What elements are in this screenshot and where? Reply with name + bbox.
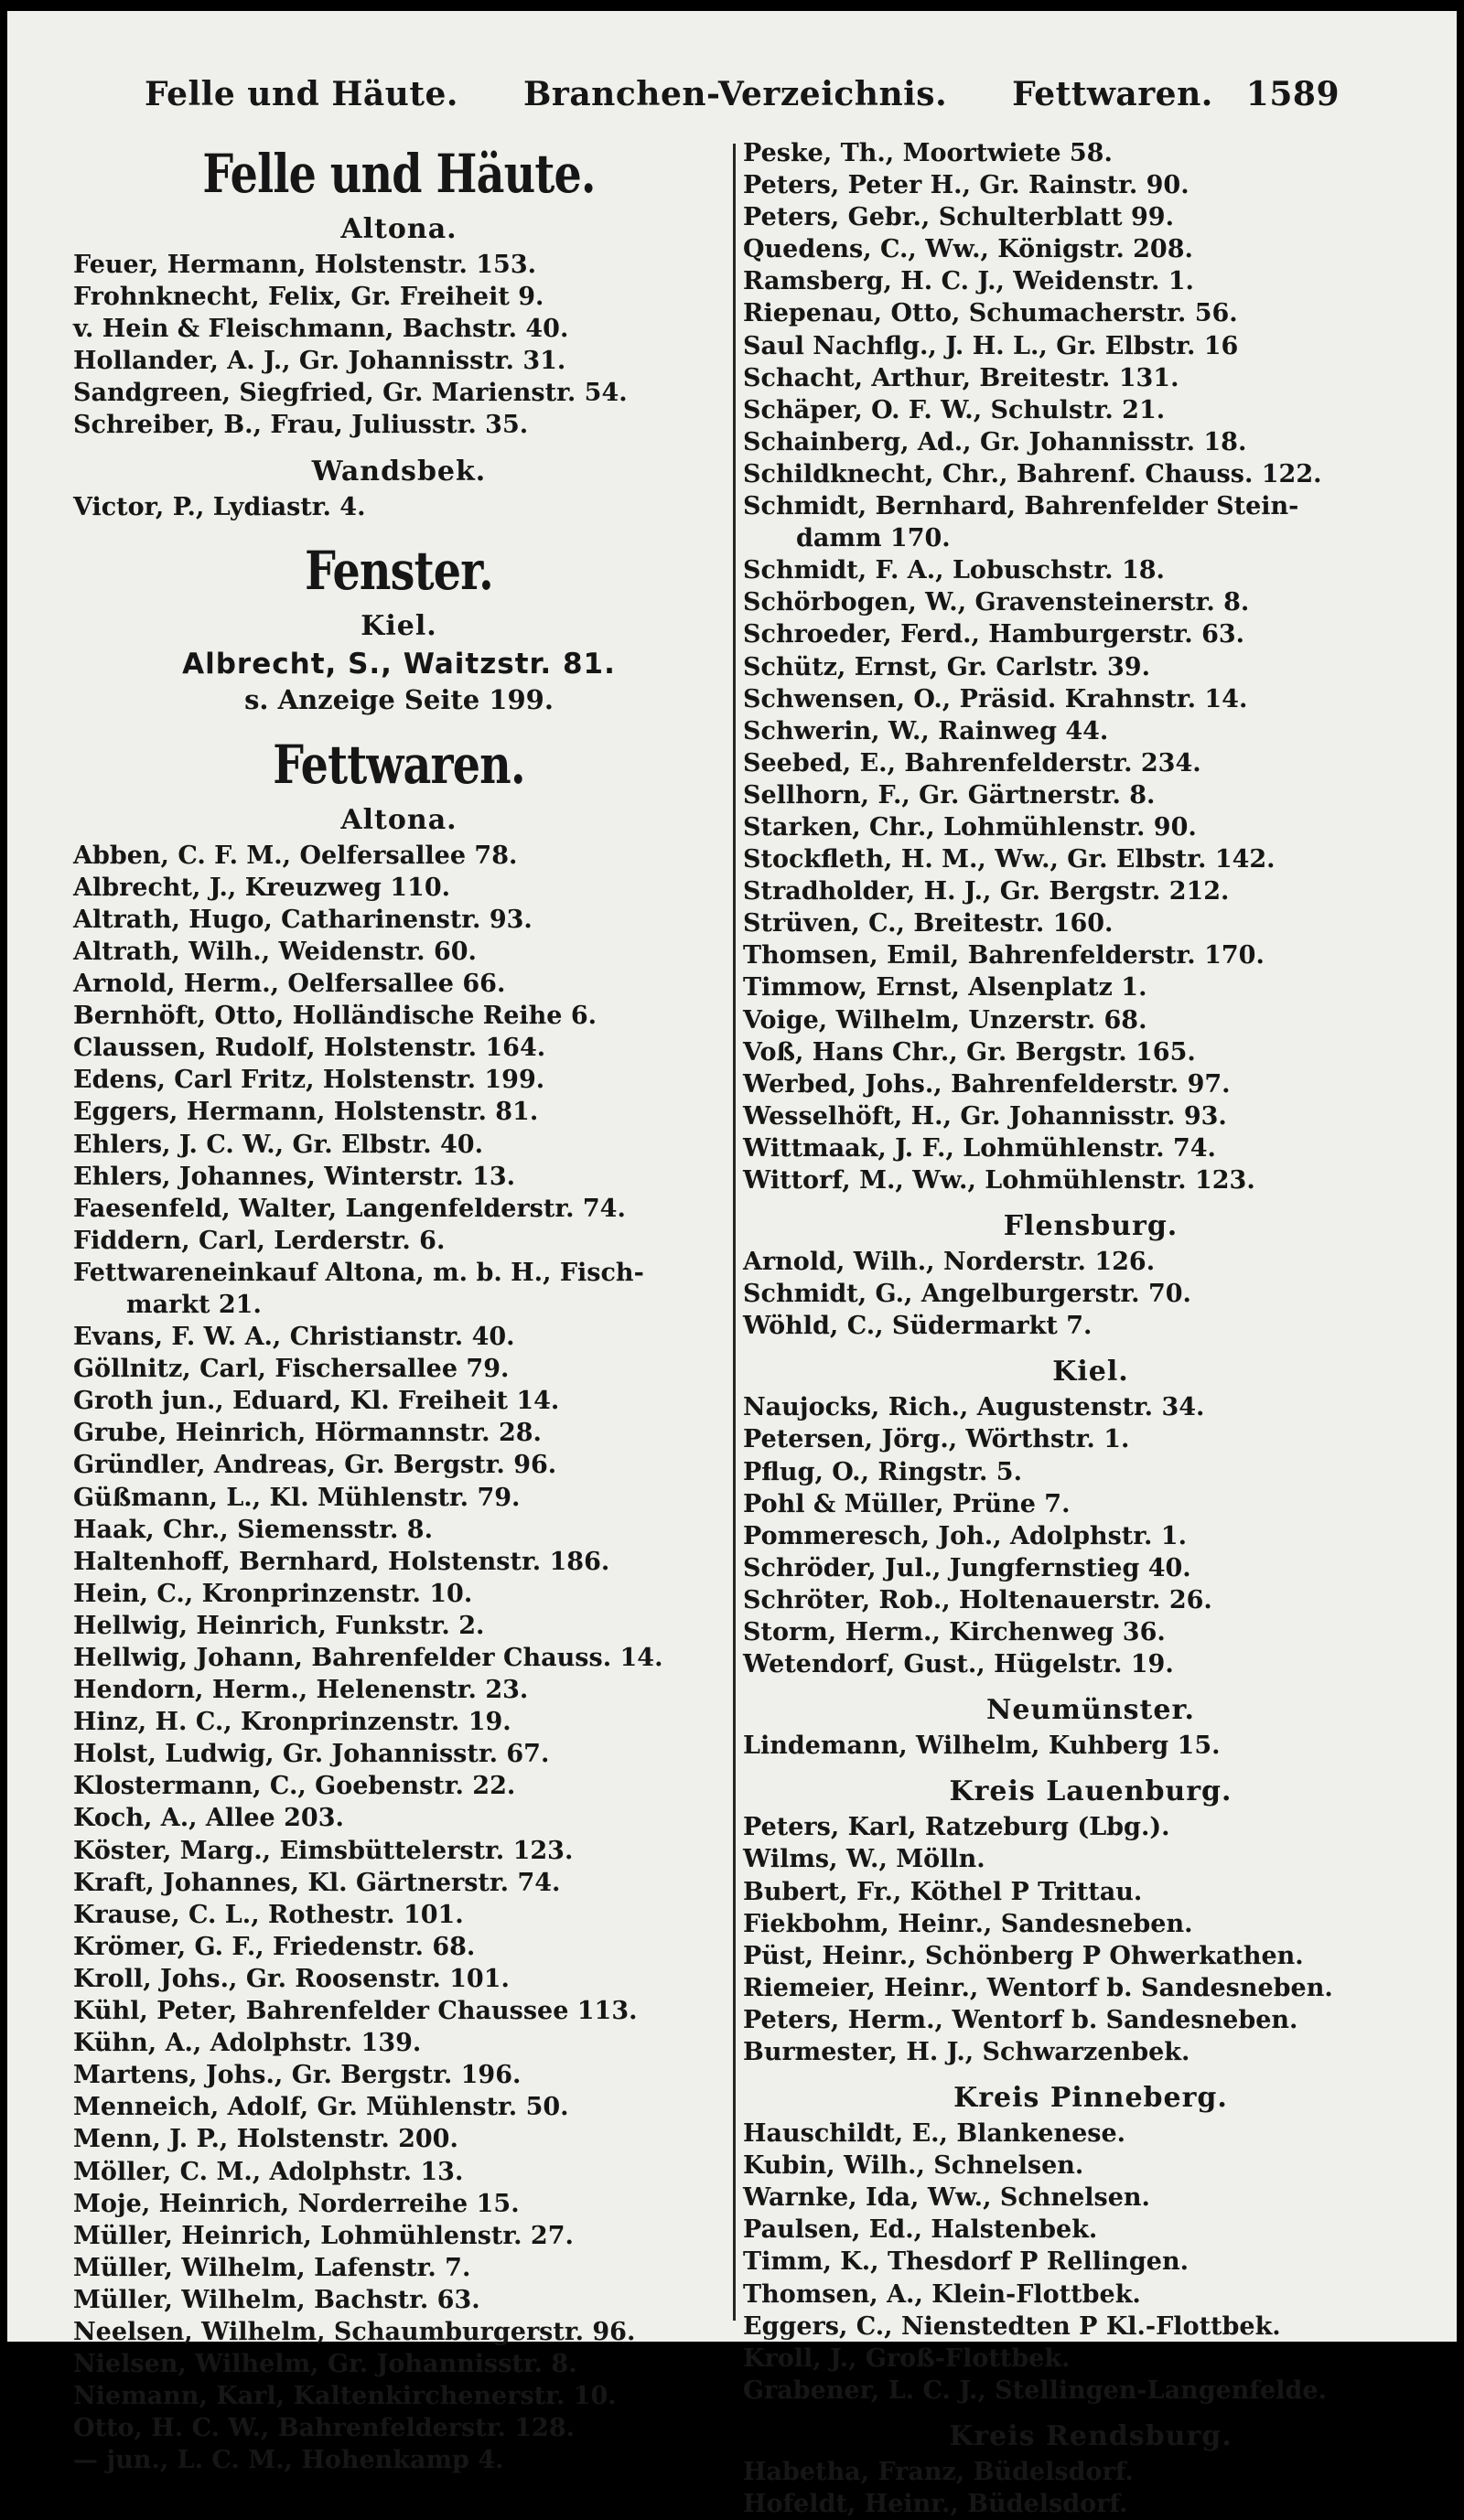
directory-entry: Hofeldt, Heinr., Büdelsdorf. — [743, 2490, 1128, 2518]
directory-entry: Timmow, Ernst, Alsenplatz 1. — [743, 973, 1147, 1003]
directory-entry: Peske, Th., Moortwiete 58. — [743, 139, 1113, 167]
directory-entry: Moje, Heinrich, Norderreihe 15. — [73, 2189, 520, 2218]
directory-entry: Fiekbohm, Heinr., Sandesneben. — [743, 1909, 1193, 1938]
directory-entry: Lindemann, Wilhelm, Kuhberg 15. — [743, 1732, 1221, 1761]
directory-entry: Abben, C. F. M., Oelfersallee 78. — [73, 841, 518, 870]
directory-entry: Petersen, Jörg., Wörthstr. 1. — [743, 1425, 1130, 1454]
header-center-title: Branchen-Verzeichnis. — [522, 75, 948, 113]
directory-entry: Wetendorf, Gust., Hügelstr. 19. — [743, 1650, 1174, 1679]
directory-page — [7, 11, 1457, 2518]
section-title-fettwaren: Fettwaren. — [273, 733, 525, 796]
place-heading-altona-fettwaren: Altona. — [340, 803, 458, 836]
place-heading-kiel-fenster: Kiel. — [361, 609, 437, 642]
directory-entry: Hollander, A. J., Gr. Johannisstr. 31. — [73, 347, 566, 376]
directory-entry: Ehlers, J. C. W., Gr. Elbstr. 40. — [73, 1130, 483, 1159]
directory-entry: Storm, Herm., Kirchenweg 36. — [743, 1618, 1166, 1647]
directory-entry: Schmidt, F. A., Lobuschstr. 18. — [743, 556, 1165, 585]
directory-entry: Stradholder, H. J., Gr. Bergstr. 212. — [743, 877, 1230, 906]
directory-entry: v. Hein & Fleischmann, Bachstr. 40. — [73, 315, 569, 344]
directory-entry: Grabener, L. C. J., Stellingen-Langenfelde. — [743, 2375, 1327, 2405]
directory-entry: Köster, Marg., Eimsbüttelerstr. 123. — [73, 1836, 574, 1865]
directory-entry: Neelsen, Wilhelm, Schaumburgerstr. 96. — [73, 2317, 636, 2346]
felle-altona-list — [73, 249, 725, 442]
directory-entry: Kroll, J., Groß-Flottbek. — [743, 2343, 1071, 2373]
directory-entry: Sandgreen, Siegfried, Gr. Marienstr. 54. — [73, 379, 628, 408]
directory-entry: Wöhld, C., Südermarkt 7. — [743, 1312, 1093, 1341]
place-heading-altona-felle: Altona. — [340, 213, 458, 245]
directory-entry: Naujocks, Rich., Augustenstr. 34. — [743, 1393, 1205, 1422]
directory-entry: Peters, Gebr., Schulterblatt 99. — [743, 203, 1174, 232]
directory-entry: Sellhorn, F., Gr. Gärtnerstr. 8. — [743, 780, 1156, 810]
directory-entry: Fettwareneinkauf Altona, m. b. H., Fisch- — [73, 1258, 644, 1287]
directory-entry: Evans, F. W. A., Christianstr. 40. — [73, 1323, 515, 1352]
directory-entry: Haak, Chr., Siemensstr. 8. — [73, 1515, 433, 1544]
directory-entry: Peters, Herm., Wentorf b. Sandesneben. — [743, 2005, 1298, 2034]
header-right-word: Fettwaren. — [1012, 75, 1213, 113]
column-divider — [733, 144, 736, 2321]
directory-entry: Kroll, Johs., Gr. Roosenstr. 101. — [73, 1964, 510, 1993]
place-heading: Flensburg. — [1003, 1210, 1179, 1243]
directory-entry: Werbed, Johs., Bahrenfelderstr. 97. — [743, 1069, 1231, 1099]
directory-entry: Hauschildt, E., Blankenese. — [743, 2119, 1126, 2149]
directory-entry: Fiddern, Carl, Lerderstr. 6. — [73, 1226, 446, 1255]
directory-entry: Kraft, Johannes, Kl. Gärtnerstr. 74. — [73, 1868, 561, 1897]
directory-entry: Nielsen, Wilhelm, Gr. Johannisstr. 8. — [73, 2350, 577, 2379]
header-right — [1012, 75, 1340, 113]
directory-entry: Schildknecht, Chr., Bahrenf. Chauss. 122. — [743, 459, 1322, 488]
place-heading-wandsbek: Wandsbek. — [311, 455, 487, 488]
directory-entry: Burmester, H. J., Schwarzenbek. — [743, 2037, 1190, 2066]
section-title-fenster: Fenster. — [305, 539, 493, 602]
felle-wandsbek-list — [73, 491, 725, 523]
directory-entry: — jun., L. C. M., Hohenkamp 4. — [73, 2446, 504, 2475]
directory-entry: Schwerin, W., Rainweg 44. — [743, 716, 1109, 745]
directory-entry: Müller, Heinrich, Lohmühlenstr. 27. — [73, 2221, 574, 2250]
directory-entry: Schröder, Jul., Jungfernstieg 40. — [743, 1553, 1191, 1582]
directory-entry: Pohl & Müller, Prüne 7. — [743, 1489, 1071, 1518]
directory-entry: Schacht, Arthur, Breitestr. 131. — [743, 363, 1179, 392]
directory-entry: Schwensen, O., Präsid. Krahnstr. 14. — [743, 684, 1248, 713]
directory-entry: Müller, Wilhelm, Bachstr. 63. — [73, 2285, 480, 2314]
directory-entry: Habetha, Franz, Büdelsdorf. — [743, 2457, 1134, 2486]
directory-entry: Stockfleth, H. M., Ww., Gr. Elbstr. 142. — [743, 845, 1276, 874]
directory-entry: Hein, C., Kronprinzenstr. 10. — [73, 1579, 473, 1608]
directory-entry: Eggers, C., Nienstedten P Kl.-Flottbek. — [743, 2311, 1281, 2341]
directory-entry: Warnke, Ida, Ww., Schnelsen. — [743, 2183, 1150, 2213]
page-header — [145, 75, 1340, 126]
directory-entry: Peters, Karl, Ratzeburg (Lbg.). — [743, 1813, 1170, 1842]
directory-entry: Niemann, Karl, Kaltenkirchenerstr. 10. — [73, 2382, 617, 2411]
directory-entry: Schörbogen, W., Gravensteinerstr. 8. — [743, 588, 1250, 617]
directory-entry: Timm, K., Thesdorf P Rellingen. — [743, 2247, 1189, 2277]
left-column — [73, 137, 725, 2476]
directory-entry: Hinz, H. C., Kronprinzenstr. 19. — [73, 1708, 511, 1737]
directory-entry: Göllnitz, Carl, Fischersallee 79. — [73, 1355, 510, 1384]
directory-entry: Frohnknecht, Felix, Gr. Freiheit 9. — [73, 283, 544, 312]
directory-entry: Ramsberg, H. C. J., Weidenstr. 1. — [743, 267, 1194, 296]
directory-entry: Arnold, Wilh., Norderstr. 126. — [743, 1248, 1156, 1277]
directory-entry: Voß, Hans Chr., Gr. Bergstr. 165. — [743, 1037, 1196, 1067]
directory-entry: Ehlers, Johannes, Winterstr. 13. — [73, 1162, 516, 1191]
advert-line: Albrecht, S., Waitzstr. 81. — [182, 647, 616, 681]
directory-entry: Müller, Wilhelm, Lafenstr. 7. — [73, 2253, 471, 2282]
directory-entry: Güßmann, L., Kl. Mühlenstr. 79. — [73, 1483, 521, 1512]
directory-entry: Kühn, A., Adolphstr. 139. — [73, 2029, 422, 2058]
directory-entry: Koch, A., Allee 203. — [73, 1804, 344, 1833]
directory-entry: Schröter, Rob., Holtenauerstr. 26. — [743, 1585, 1212, 1614]
directory-entry: Menn, J. P., Holstenstr. 200. — [73, 2125, 458, 2154]
directory-entry: Saul Nachflg., J. H. L., Gr. Elbstr. 16 — [743, 331, 1239, 360]
directory-entry: Hellwig, Johann, Bahrenfelder Chauss. 14. — [73, 1644, 663, 1672]
directory-entry: Voige, Wilhelm, Unzerstr. 68. — [743, 1005, 1147, 1035]
directory-entry: Klostermann, C., Goebenstr. 22. — [73, 1772, 516, 1801]
section-title-felle: Felle und Häute. — [202, 143, 596, 205]
directory-entry: Thomsen, A., Klein-Flottbek. — [743, 2279, 1141, 2309]
directory-entry: Schreiber, B., Frau, Juliusstr. 35. — [73, 411, 529, 440]
directory-entry: Wittorf, M., Ww., Lohmühlenstr. 123. — [743, 1166, 1255, 1195]
directory-entry: Strüven, C., Breitestr. 160. — [743, 909, 1114, 938]
directory-entry: Bernhöft, Otto, Holländische Reihe 6. — [73, 1002, 597, 1031]
right-column — [743, 137, 1438, 2520]
directory-entry: Albrecht, J., Kreuzweg 110. — [73, 873, 451, 902]
directory-entry: Pflug, O., Ringstr. 5. — [743, 1457, 1022, 1486]
directory-entry: Schmidt, Bernhard, Bahrenfelder Stein- — [743, 492, 1299, 521]
place-heading: Kreis Rendsburg. — [949, 2419, 1233, 2452]
directory-entry: Schmidt, G., Angelburgerstr. 70. — [743, 1280, 1191, 1309]
directory-entry: markt 21. — [126, 1290, 262, 1319]
fettwaren-altona-list — [73, 840, 725, 2477]
directory-entry: Seebed, E., Bahrenfelderstr. 234. — [743, 748, 1201, 777]
directory-entry: Kühl, Peter, Bahrenfelder Chaussee 113. — [73, 1997, 638, 2026]
advert-reference: s. Anzeige Seite 199. — [244, 683, 554, 715]
directory-entry: Martens, Johs., Gr. Bergstr. 196. — [73, 2061, 522, 2090]
directory-entry: Quedens, C., Ww., Königstr. 208. — [743, 235, 1193, 264]
place-heading: Kiel. — [1052, 1356, 1129, 1389]
directory-entry: Claussen, Rudolf, Holstenstr. 164. — [73, 1034, 546, 1063]
directory-entry: Starken, Chr., Lohmühlenstr. 90. — [743, 812, 1197, 842]
directory-entry: Thomsen, Emil, Bahrenfelderstr. 170. — [743, 941, 1265, 970]
directory-entry: Feuer, Hermann, Holstenstr. 153. — [73, 251, 537, 279]
directory-entry: Paulsen, Ed., Halstenbek. — [743, 2215, 1098, 2245]
directory-entry: Grube, Heinrich, Hörmannstr. 28. — [73, 1419, 542, 1448]
directory-entry: Groth jun., Eduard, Kl. Freiheit 14. — [73, 1387, 560, 1416]
directory-entry: Schütz, Ernst, Gr. Carlstr. 39. — [743, 652, 1150, 681]
directory-entry: Hendorn, Herm., Helenenstr. 23. — [73, 1676, 529, 1705]
directory-entry: Haltenhoff, Bernhard, Holstenstr. 186. — [73, 1547, 610, 1576]
directory-entry: Hellwig, Heinrich, Funkstr. 2. — [73, 1611, 485, 1640]
directory-entry: Schäper, O. F. W., Schulstr. 21. — [743, 395, 1166, 424]
directory-entry: Eggers, Hermann, Holstenstr. 81. — [73, 1098, 539, 1127]
directory-entry: Riemeier, Heinr., Wentorf b. Sandesneben. — [743, 1973, 1333, 2002]
directory-entry: Edens, Carl Fritz, Holstenstr. 199. — [73, 1066, 545, 1095]
fettwaren-altona-continued-list — [743, 137, 1438, 1196]
region-sections — [743, 1196, 1438, 2520]
directory-entry: Gründler, Andreas, Gr. Bergstr. 96. — [73, 1451, 557, 1480]
directory-entry: Otto, H. C. W., Bahrenfelderstr. 128. — [73, 2414, 576, 2443]
directory-entry: Pommeresch, Joh., Adolphstr. 1. — [743, 1521, 1187, 1550]
directory-entry: Wesselhöft, H., Gr. Johannisstr. 93. — [743, 1101, 1227, 1131]
directory-entry: Schroeder, Ferd., Hamburgerstr. 63. — [743, 620, 1245, 649]
directory-entry: Püst, Heinr., Schönberg P Ohwerkathen. — [743, 1941, 1304, 1970]
directory-entry: Kubin, Wilh., Schnelsen. — [743, 2151, 1084, 2181]
directory-entry: Möller, C. M., Adolphstr. 13. — [73, 2157, 464, 2186]
directory-entry: Faesenfeld, Walter, Langenfelderstr. 74. — [73, 1194, 626, 1223]
place-heading: Neumünster. — [985, 1694, 1196, 1727]
directory-entry: Bubert, Fr., Köthel P Trittau. — [743, 1877, 1143, 1906]
header-left-title: Felle und Häute. — [145, 75, 458, 113]
place-heading: Kreis Lauenburg. — [949, 1775, 1233, 1808]
directory-entry: Riepenau, Otto, Schumacherstr. 56. — [743, 299, 1238, 328]
directory-entry: Wilms, W., Mölln. — [743, 1845, 985, 1874]
directory-entry: Victor, P., Lydiastr. 4. — [73, 492, 366, 521]
directory-entry: Altrath, Wilh., Weidenstr. 60. — [73, 937, 477, 966]
directory-entry: damm 170. — [796, 524, 951, 553]
directory-entry: Krömer, G. F., Friedenstr. 68. — [73, 1932, 476, 1961]
directory-entry: Krause, C. L., Rothestr. 101. — [73, 1900, 464, 1929]
page-number: 1589 — [1245, 75, 1340, 113]
directory-entry: Peters, Peter H., Gr. Rainstr. 90. — [743, 171, 1190, 200]
directory-entry: Altrath, Hugo, Catharinenstr. 93. — [73, 905, 533, 934]
directory-entry: Schainberg, Ad., Gr. Johannisstr. 18. — [743, 427, 1247, 456]
place-heading: Kreis Pinneberg. — [953, 2082, 1228, 2115]
directory-entry: Holst, Ludwig, Gr. Johannisstr. 67. — [73, 1740, 550, 1769]
directory-entry: Wittmaak, J. F., Lohmühlenstr. 74. — [743, 1133, 1216, 1163]
directory-entry: Arnold, Herm., Oelfersallee 66. — [73, 970, 506, 999]
directory-entry: Menneich, Adolf, Gr. Mühlenstr. 50. — [73, 2093, 569, 2122]
